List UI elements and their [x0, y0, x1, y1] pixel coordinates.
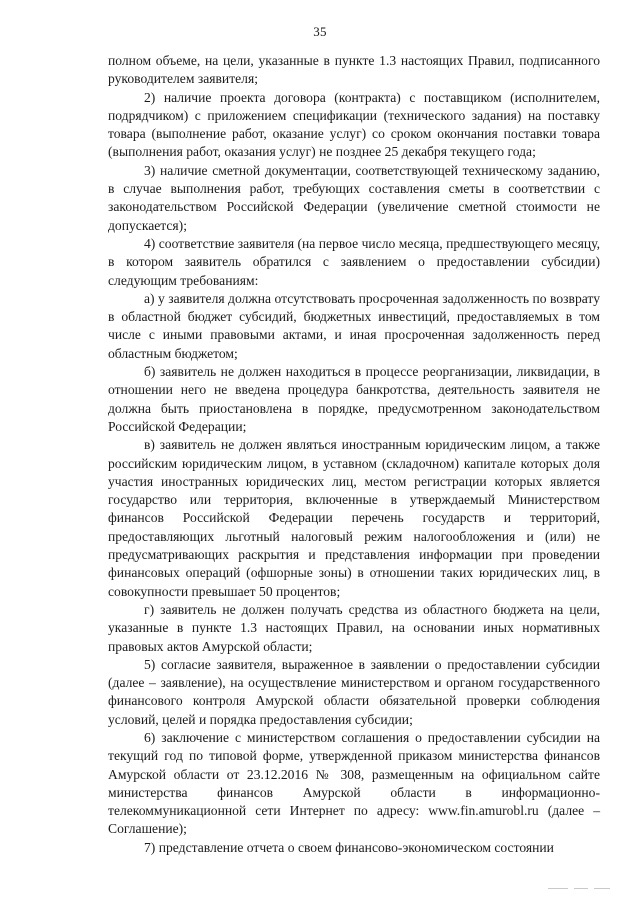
- paragraph-subitem-a: а) у заявителя должна отсутствовать просроченная задолженность по возврату в областной бюджет субсидий, бюджетных инвестиций, предоставляемых в том числе с иными правовыми актами, и иная просроченная задолженность перед областным бюджетом;: [108, 290, 600, 361]
- paragraph-item-5: 5) согласие заявителя, выраженное в заявлении о предоставлении субсидии (далее – заявление), на осуществление министерством и органом государственного финансового контроля Амурской области обязательной проверки соблюдения условий, целей и порядка предоставления субсидии;: [108, 656, 600, 727]
- paragraph-subitem-v: в) заявитель не должен являться иностранным юридическим лицом, а также российским юридическим лицом, в уставном (складочном) капитале которых доля участия иностранных юридических лиц, местом регистрации которых является государство или территория, включенные в утверждаемый Министерством финансов Российской Федерации перечень государств и территорий, предоставляющих льготный налоговый режим налогообложения и (или) не предусматривающих раскрытия и представления информации при проведении финансовых операций (офшорные зоны) в отношении таких юридических лиц, в совокупности превышает 50 процентов;: [108, 437, 600, 599]
- paragraph-item-2: 2) наличие проекта договора (контракта) с поставщиком (исполнителем, подрядчиком) с приложением спецификации (технического задания) на поставку товара (выполнение работ, оказание услуг) со сроком окончания поставки товара (выполнения работ, оказания услуг) не позднее 25 декабря текущего года;: [108, 89, 600, 160]
- document-body: [108, 52, 600, 857]
- paragraph-subitem-b: б) заявитель не должен находиться в процессе реорганизации, ликвидации, в отношении него не введена процедура банкротства, деятельность заявителя не должна быть приостановлена в порядке, предусмотренном законодательством Российской Федерации;: [108, 364, 600, 434]
- scan-artifact-line: [574, 888, 588, 889]
- page-number: 35: [313, 24, 327, 39]
- paragraph-item-6: 6) заключение с министерством соглашения о предоставлении субсидии на текущий год по типовой форме, утвержденной приказом министерства финансов Амурской области от 23.12.2016 № 308, размещенным на официальном сайте министерства финансов Амурской области в информационно-телекоммуникационной сети Интернет по адресу: www.fin.amurobl.ru (далее – Соглашение);: [108, 729, 600, 837]
- paragraph-item-4: 4) соответствие заявителя (на первое число месяца, предшествующего месяцу, в котором заявитель обратился с заявлением о предоставлении субсидии) следующим требованиям:: [108, 235, 600, 288]
- paragraph-item-7: 7) представление отчета о своем финансово-экономическом состоянии: [144, 839, 554, 855]
- scan-artifact-line: [594, 888, 610, 889]
- scan-artifact-line: [548, 888, 568, 889]
- paragraph-item-3: 3) наличие сметной документации, соответствующей техническому заданию, в случае выполнения работ, требующих составления сметы в соответствии с законодательством Российской Федерации (увеличение сметной стоимости не допускается);: [108, 162, 600, 233]
- paragraph-subitem-g: г) заявитель не должен получать средства из областного бюджета на цели, указанные в пункте 1.3 настоящих Правил, на основании иных нормативных правовых актов Амурской области;: [108, 601, 600, 654]
- paragraph-continuation: полном объеме, на цели, указанные в пункте 1.3 настоящих Правил, подписанного руководителем заявителя;: [108, 53, 600, 87]
